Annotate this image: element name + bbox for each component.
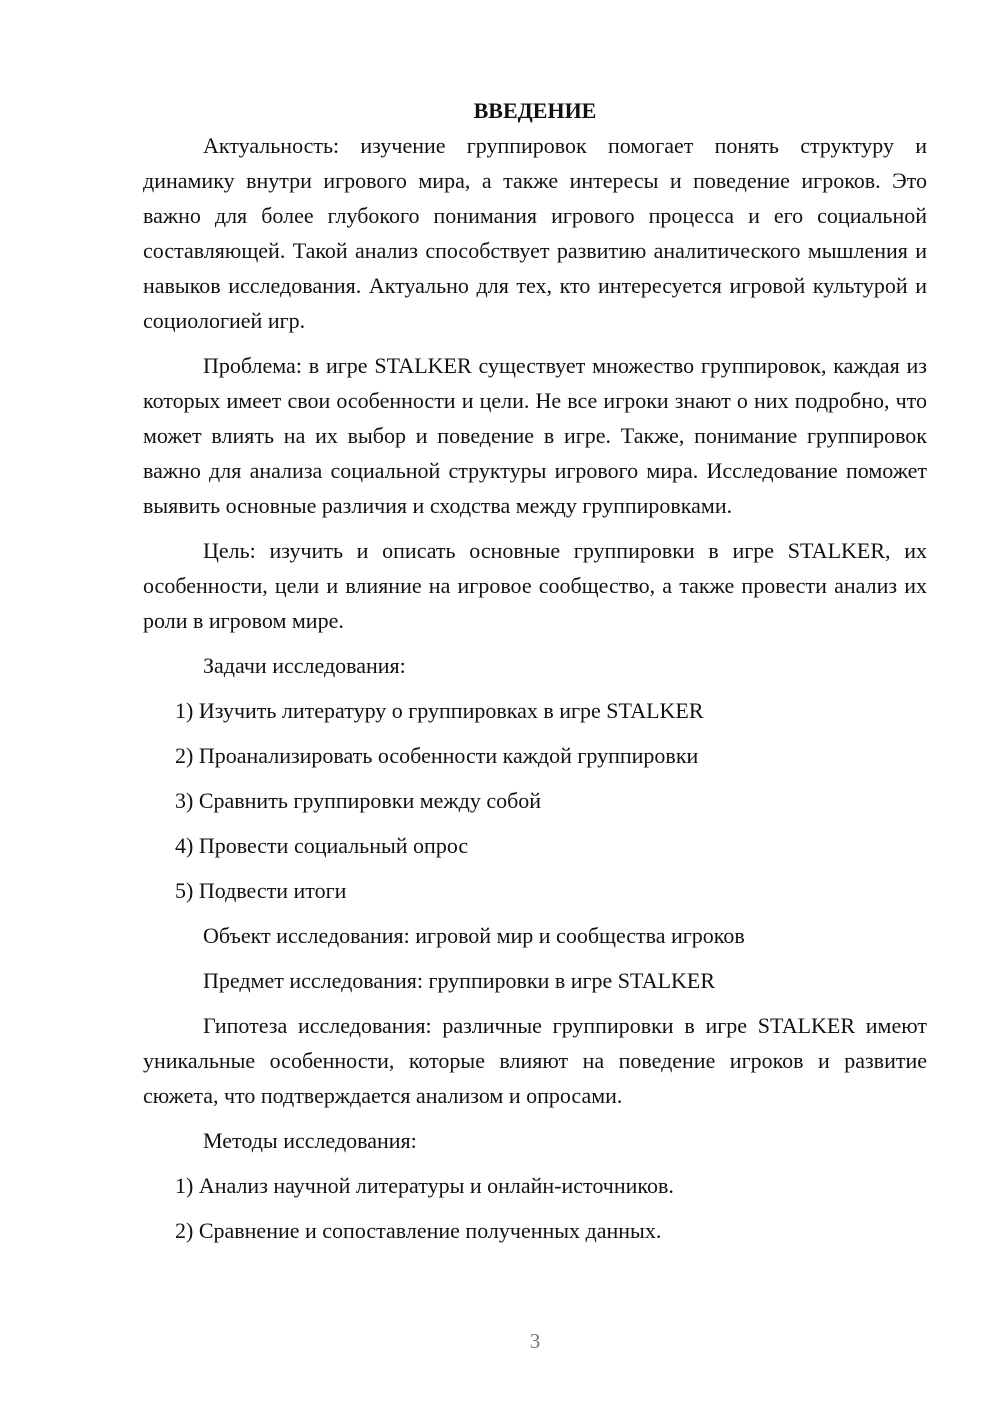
research-object: Объект исследования: игровой мир и сообщества игроков	[203, 923, 745, 948]
task-item-2: 2) Проанализировать особенности каждой группировки	[175, 743, 699, 768]
task-item-1: 1) Изучить литературу о группировках в игре STALKER	[175, 698, 704, 723]
research-subject: Предмет исследования: группировки в игре STALKER	[203, 968, 716, 993]
methods-title: Методы исследования:	[203, 1128, 417, 1153]
hypothesis-paragraph: Гипотеза исследования: различные группировки в игре STALKER имеют уникальные особенности, которые влияют на поведение игроков и развитие сюжета, что подтверждается анализом и опросами.	[143, 1013, 927, 1108]
task-item-3: 3) Сравнить группировки между собой	[175, 788, 542, 813]
task-item-5: 5) Подвести итоги	[175, 878, 347, 903]
goal-paragraph: Цель: изучить и описать основные группировки в игре STALKER, их особенности, цели и влияние на игровое сообщество, а также провести анализ их роли в игровом мире.	[143, 538, 927, 633]
problem-paragraph: Проблема: в игре STALKER существует множество группировок, каждая из которых имеет свои особенности и цели. Не все игроки знают о них подробно, что может влиять на их выбор и поведение в игре. Также, понимание группировок важно для анализа социальной структуры игрового мира. Исследование поможет выявить основные различия и сходства между группировками.	[143, 353, 927, 518]
document-body	[143, 93, 927, 1258]
tasks-title: Задачи исследования:	[203, 653, 406, 678]
method-item-1: 1) Анализ научной литературы и онлайн-источников.	[175, 1173, 674, 1198]
page-number: 3	[529, 1329, 541, 1353]
task-item-4: 4) Провести социальный опрос	[175, 833, 469, 858]
relevance-paragraph: Актуальность: изучение группировок помогает понять структуру и динамику внутри игрового мира, а также интересы и поведение игроков. Это важно для более глубокого понимания игрового процесса и его социальной составляющей. Такой анализ способствует развитию аналитического мышления и навыков исследования. Актуально для тех, кто интересуется игровой культурой и социологией игр.	[143, 133, 927, 333]
page-title: ВВЕДЕНИЕ	[473, 98, 597, 123]
method-item-2: 2) Сравнение и сопоставление полученных данных.	[175, 1218, 662, 1243]
